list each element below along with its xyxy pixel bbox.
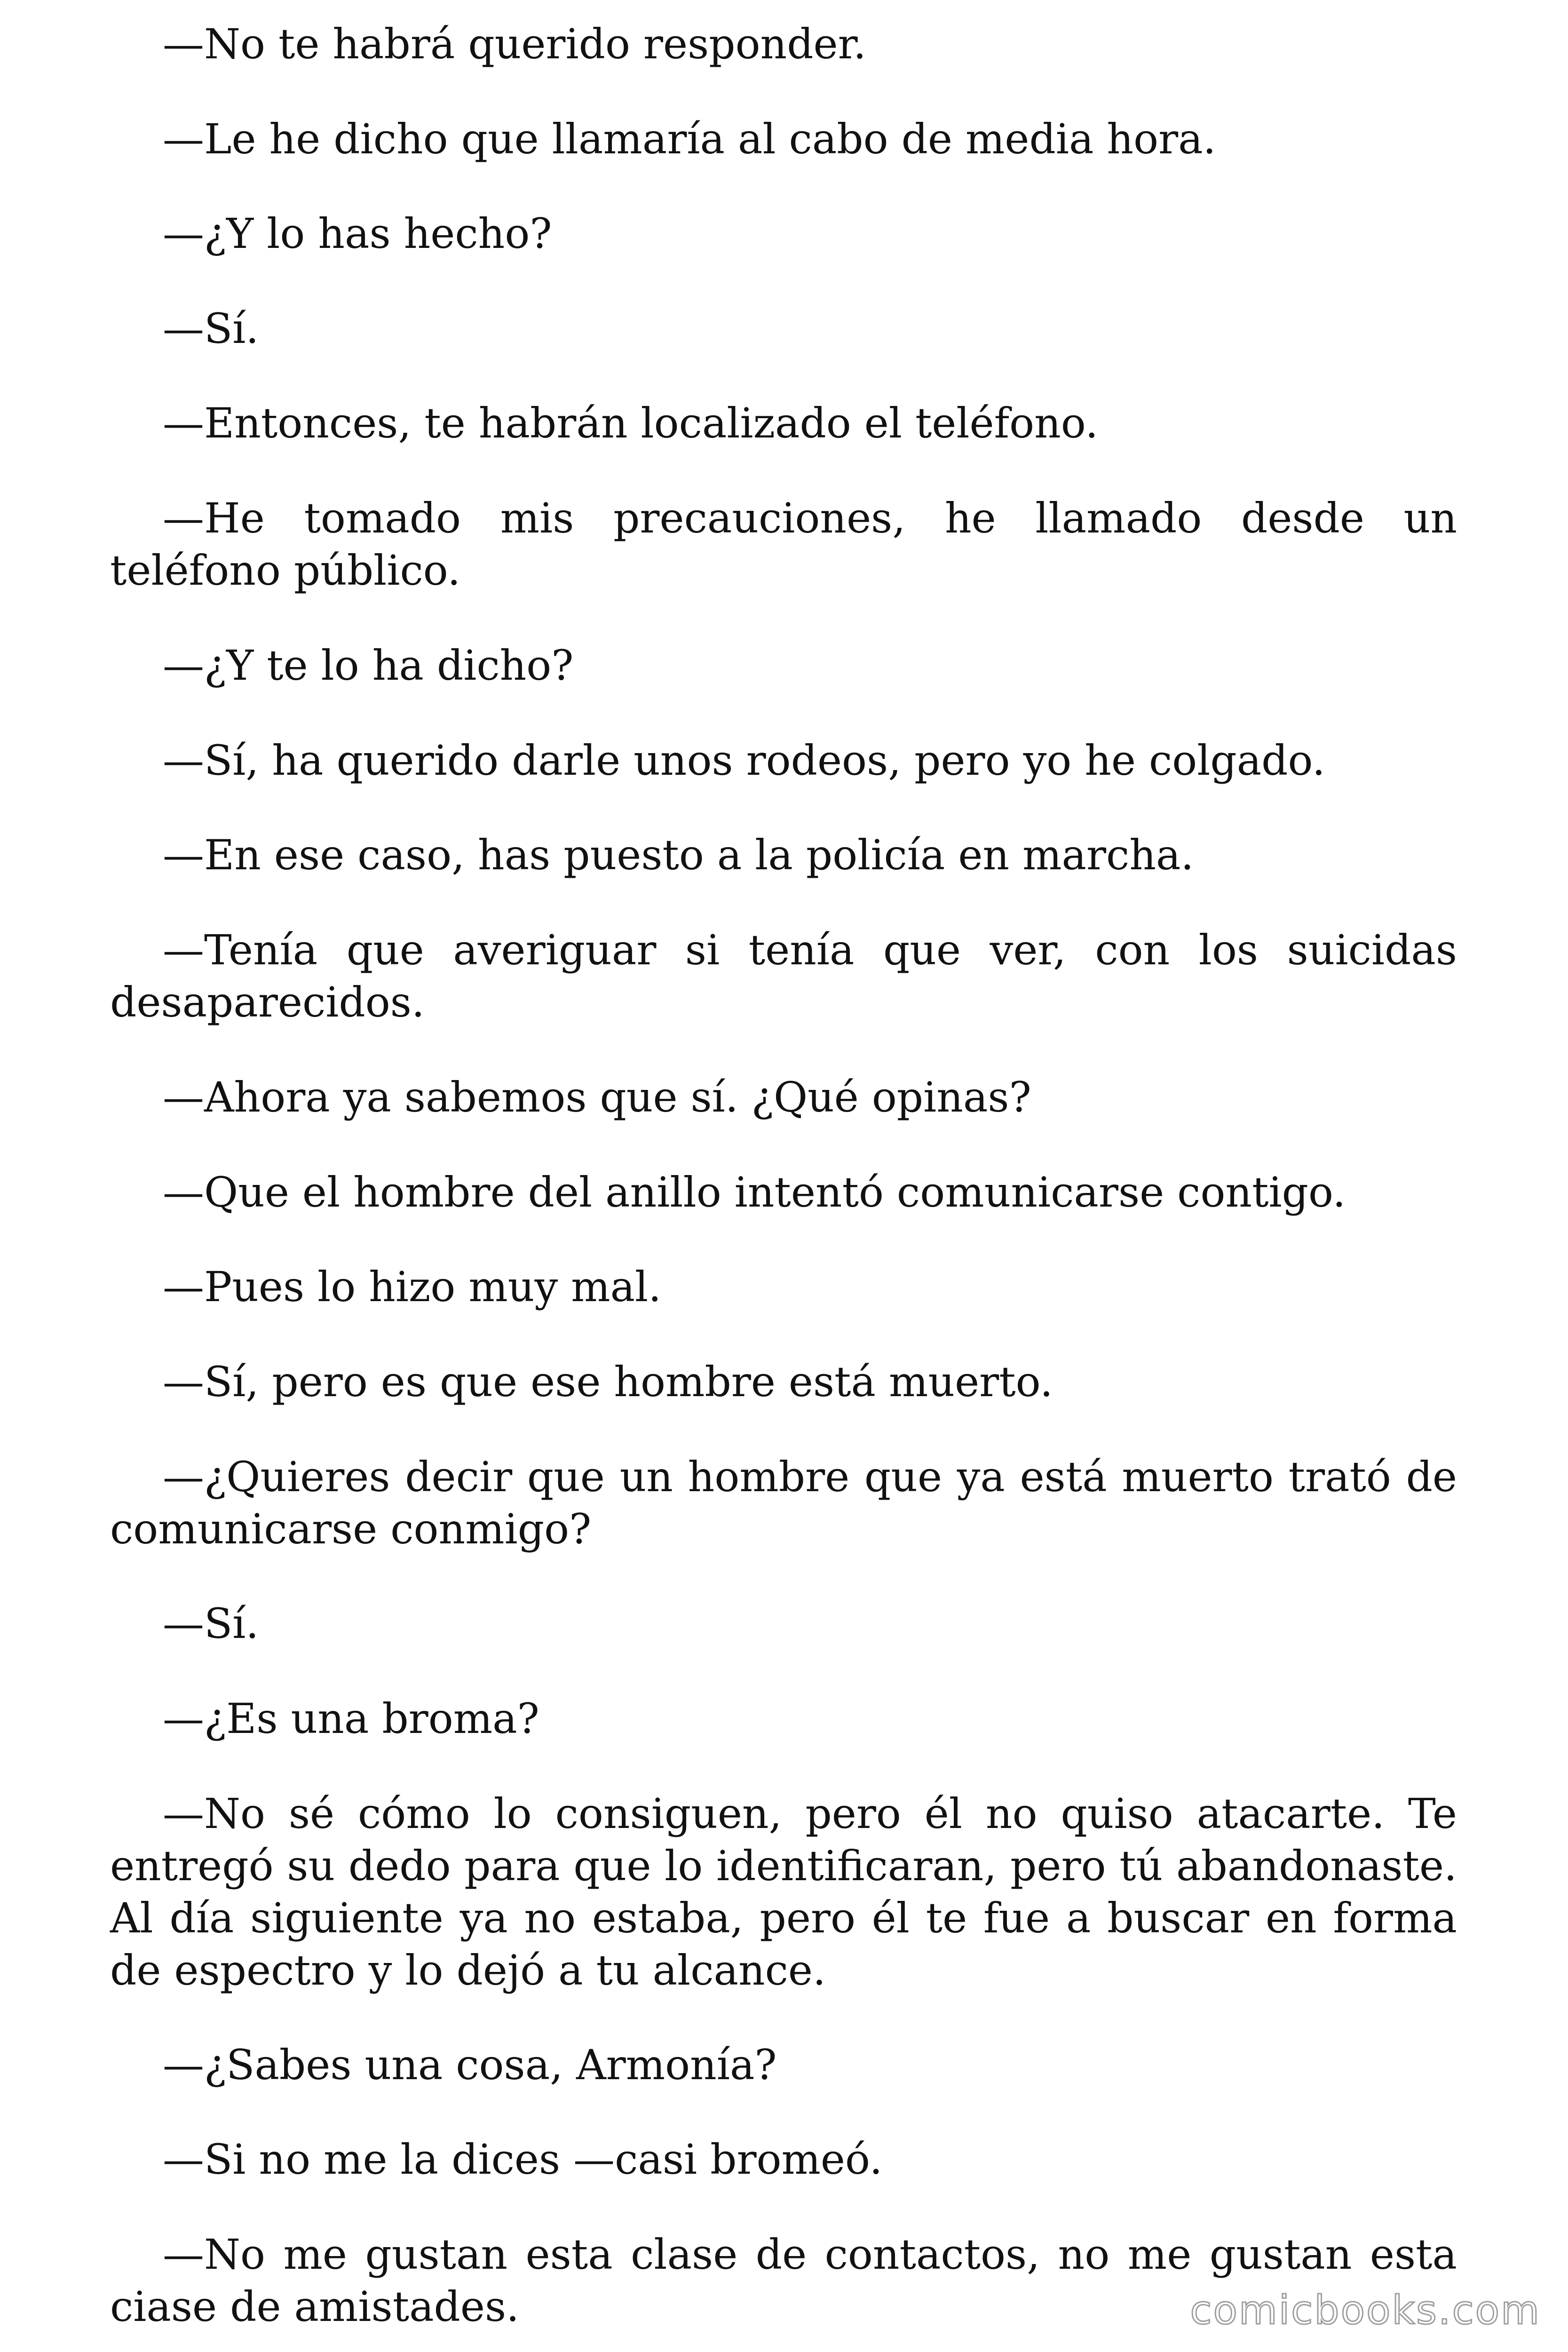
paragraph: —¿Quieres decir que un hombre que ya está muerto trató de comunicarse conmigo? [110,1453,1457,1553]
paragraph: —He tomado mis precauciones, he llamado desde un teléfono público. [110,494,1457,595]
watermark: comicbooks.com [1190,2287,1541,2333]
paragraph: —Que el hombre del anillo intentó comunicarse contigo. [163,1168,1346,1216]
paragraph: —Sí. [163,1599,259,1648]
paragraph: —No me gustan esta clase de contactos, no me gustan esta ciase de amistades. [110,2230,1457,2331]
paragraph: —Si no me la dices —casi bromeó. [163,2135,883,2184]
paragraph: —¿Es una broma? [163,1694,539,1743]
paragraph: —Sí, ha querido darle unos rodeos, pero yo he colgado. [163,736,1325,785]
paragraph: —No te habrá querido responder. [163,20,866,68]
paragraph: —Ahora ya sabemos que sí. ¿Qué opinas? [163,1073,1031,1121]
paragraph: —En ese caso, has puesto a la policía en marcha. [163,831,1194,879]
paragraph: —Tenía que averiguar si tenía que ver, con los suicidas desaparecidos. [110,926,1457,1026]
paragraph: —Le he dicho que llamaría al cabo de media hora. [163,115,1216,163]
paragraph: —¿Sabes una cosa, Armonía? [163,2041,777,2089]
paragraph: —Pues lo hizo muy mal. [163,1263,662,1311]
paragraph: —Entonces, te habrán localizado el teléfono. [163,399,1099,447]
paragraph: —No sé cómo lo consiguen, pero él no quiso atacarte. Te entregó su dedo para que lo identificaran, pero tú abandonaste. Al día siguiente ya no estaba, pero él te fue a buscar en forma de espectro y lo dejó a tu alcance. [110,1789,1457,1994]
paragraph: —¿Y te lo ha dicho? [163,641,574,690]
book-page [110,0,1457,2352]
paragraph: —Sí. [163,304,259,353]
paragraph: —¿Y lo has hecho? [163,209,552,258]
paragraph: —Sí, pero es que ese hombre está muerto. [163,1358,1053,1406]
